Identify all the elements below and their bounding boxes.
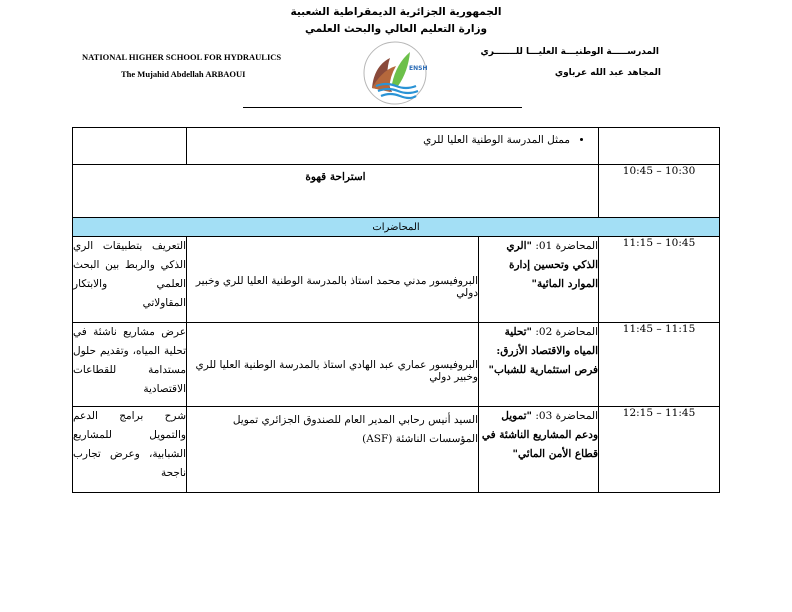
break-row [73,165,720,218]
lecture-title: "الري الذكي وتحسين إدارة الموارد المائية" [506,240,599,290]
break-time: 10:30 – 10:45 [599,165,720,218]
lectures-section-header: المحاضرات [73,218,720,237]
lecture-number: المحاضرة 02: [535,326,599,338]
lecture-speaker: البروفيسور عماري عبد الهادي استاذ بالمدرسة الوطنية العليا للري وخبير دولي [187,323,479,407]
section-row [73,218,720,237]
lecture-row [73,323,720,407]
lecture-speaker: البروفيسور مدني محمد استاذ بالمدرسة الوطنية العليا للري وخبير دولي [187,237,479,323]
lecture-row [73,407,720,493]
lecture-title-cell [479,237,599,323]
lecture-time: 10:45 – 11:15 [599,237,720,323]
program-table [72,127,720,493]
lecture-title-cell [479,407,599,493]
lecture-title: "تمويل ودعم المشاريع الناشئة في قطاع الأمن المائي" [481,410,599,460]
empty-cell [599,128,720,165]
lecture-number: المحاضرة 01: [535,240,599,252]
republic-title: الجمهورية الجزائرية الديمقراطية الشعبية [290,6,502,18]
school-name-ar: المدرســـــة الوطنيـــة العليـــا للـــــــري [480,47,659,57]
empty-cell [73,128,187,165]
lecture-time: 11:15 – 11:45 [599,323,720,407]
school-name-en: NATIONAL HIGHER SCHOOL FOR HYDRAULICS [82,52,282,62]
lecture-objective: عرض مشاريع ناشئة في تحلية المياه، وتقديم حلول مستدامة للقطاعات الاقتصادية [73,323,187,407]
header-divider [243,107,522,108]
lecture-speaker: السيد أنيس رحابي المدير العام للصندوق الجزائري تمويل المؤسسات الناشئة (ASF) [187,407,479,493]
representative-cell [187,128,599,165]
representative-bullet: • ممثل المدرسة الوطنية العليا للري [187,134,570,146]
school-patron-ar: المجاهد عبد الله عرباوي [554,68,661,78]
lecture-row [73,237,720,323]
lecture-title-cell [479,323,599,407]
lecture-objective: التعريف بتطبيقات الري الذكي والربط بين البحث العلمي والابتكار المقاولاتي [73,237,187,323]
lecture-title: "تحلية المياه والاقتصاد الأزرق: فرص استثمارية للشباب" [488,326,599,376]
table-row [73,128,720,165]
break-label: استراحة قهوة [73,165,599,218]
lecture-objective: شرح برامج الدعم والتمويل للمشاريع الشبابية، وعرض تجارب ناجحة [73,407,187,493]
lecture-time: 11:45 – 12:15 [599,407,720,493]
lecture-number: المحاضرة 03: [535,410,599,422]
logo-text: ENSH [409,65,428,72]
school-logo [362,40,428,106]
ministry-title: وزارة التعليم العالي والبحث العلمي [304,23,488,35]
school-patron-en: The Mujahid Abdellah ARBAOUI [121,69,246,79]
